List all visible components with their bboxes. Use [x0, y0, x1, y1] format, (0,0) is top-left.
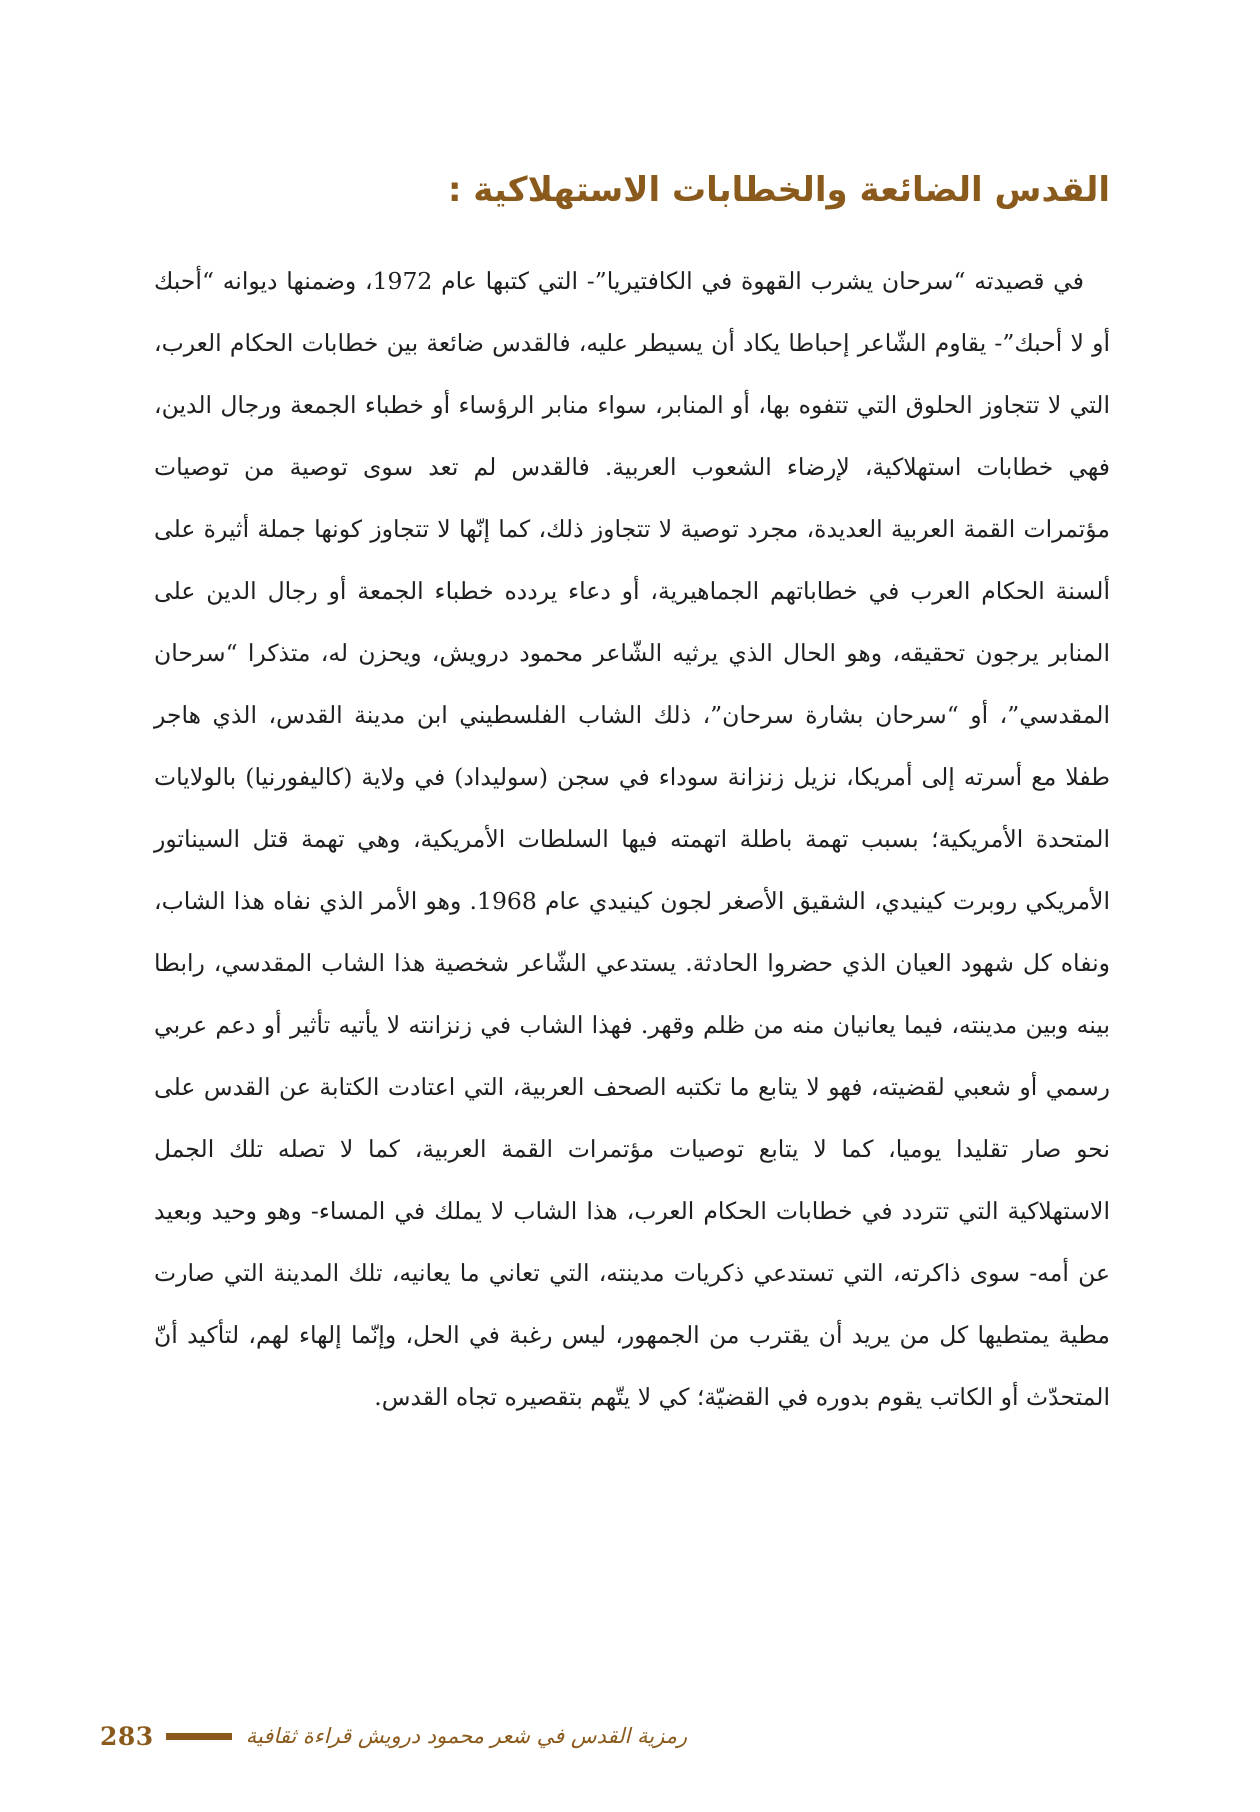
page-footer: [100, 1716, 760, 1756]
page-number: 283: [100, 1721, 154, 1751]
section-heading: القدس الضائعة والخطابات الاستهلاكية :: [447, 170, 1110, 210]
body-paragraph: في قصيدته “سرحان يشرب القهوة في الكافتيريا”- التي كتبها عام 1972، وضمنها ديوانه “أحبك أو لا أحبك”- يقاوم الشّاعر إحباطا يكاد أن يسيطر عليه، فالقدس ضائعة بين خطابات الحكام العرب، التي لا تتجاوز الحلوق التي تتفوه بها، أو المنابر، سواء منابر الرؤساء أو خطباء الجمعة ورجال الدين، فهي خطابات استهلاكية، لإرضاء الشعوب العربية. فالقدس لم تعد سوى توصية من توصيات مؤتمرات القمة العربية العديدة، مجرد توصية لا تتجاوز ذلك، كما إنّها لا تتجاوز كونها جملة أثيرة على ألسنة الحكام العرب في خطاباتهم الجماهيرية، أو دعاء يردده خطباء الجمعة أو رجال الدين على المنابر يرجون تحقيقه، وهو الحال الذي يرثيه الشّاعر محمود درويش، ويحزن له، متذكرا “سرحان المقدسي”، أو “سرحان بشارة سرحان”، ذلك الشاب الفلسطيني ابن مدينة القدس، الذي هاجر طفلا مع أسرته إلى أمريكا، نزيل زنزانة سوداء في سجن (سوليداد) في ولاية (كاليفورنيا) بالولايات المتحدة الأمريكية؛ بسبب تهمة باطلة اتهمته فيها السلطات الأمريكية، وهي تهمة قتل السيناتور الأمريكي روبرت كينيدي، الشقيق الأصغر لجون كينيدي عام 1968. وهو الأمر الذي نفاه هذا الشاب، ونفاه كل شهود العيان الذي حضروا الحادثة. يستدعي الشّاعر شخصية هذا الشاب المقدسي، رابطا بينه وبين مدينته، فيما يعانيان منه من ظلم وقهر. فهذا الشاب في زنزانته لا يأتيه تأثير أو دعم عربي رسمي أو شعبي لقضيته، فهو لا يتابع ما تكتبه الصحف العربية، التي اعتادت الكتابة عن القدس على نحو صار تقليدا يوميا، كما لا يتابع توصيات مؤتمرات القمة العربية، كما لا تصله تلك الجمل الاستهلاكية التي تتردد في خطابات الحكام العرب، هذا الشاب لا يملك في المساء- وهو وحيد وبعيد عن أمه- سوى ذاكرته، التي تستدعي ذكريات مدينته، التي تعاني ما يعانيه، تلك المدينة التي صارت مطية يمتطيها كل من يريد أن يقترب من الجمهور، ليس رغبة في الحل، وإنّما إلهاء لهم، لتأكيد أنّ المتحدّث أو الكاتب يقوم بدوره في القضيّة؛ كي لا يتّهم بتقصيره تجاه القدس.: [154, 267, 1110, 1411]
footer-divider: [166, 1733, 232, 1740]
running-title: رمزية القدس في شعر محمود درويش قراءة ثقافية: [245, 1724, 688, 1748]
